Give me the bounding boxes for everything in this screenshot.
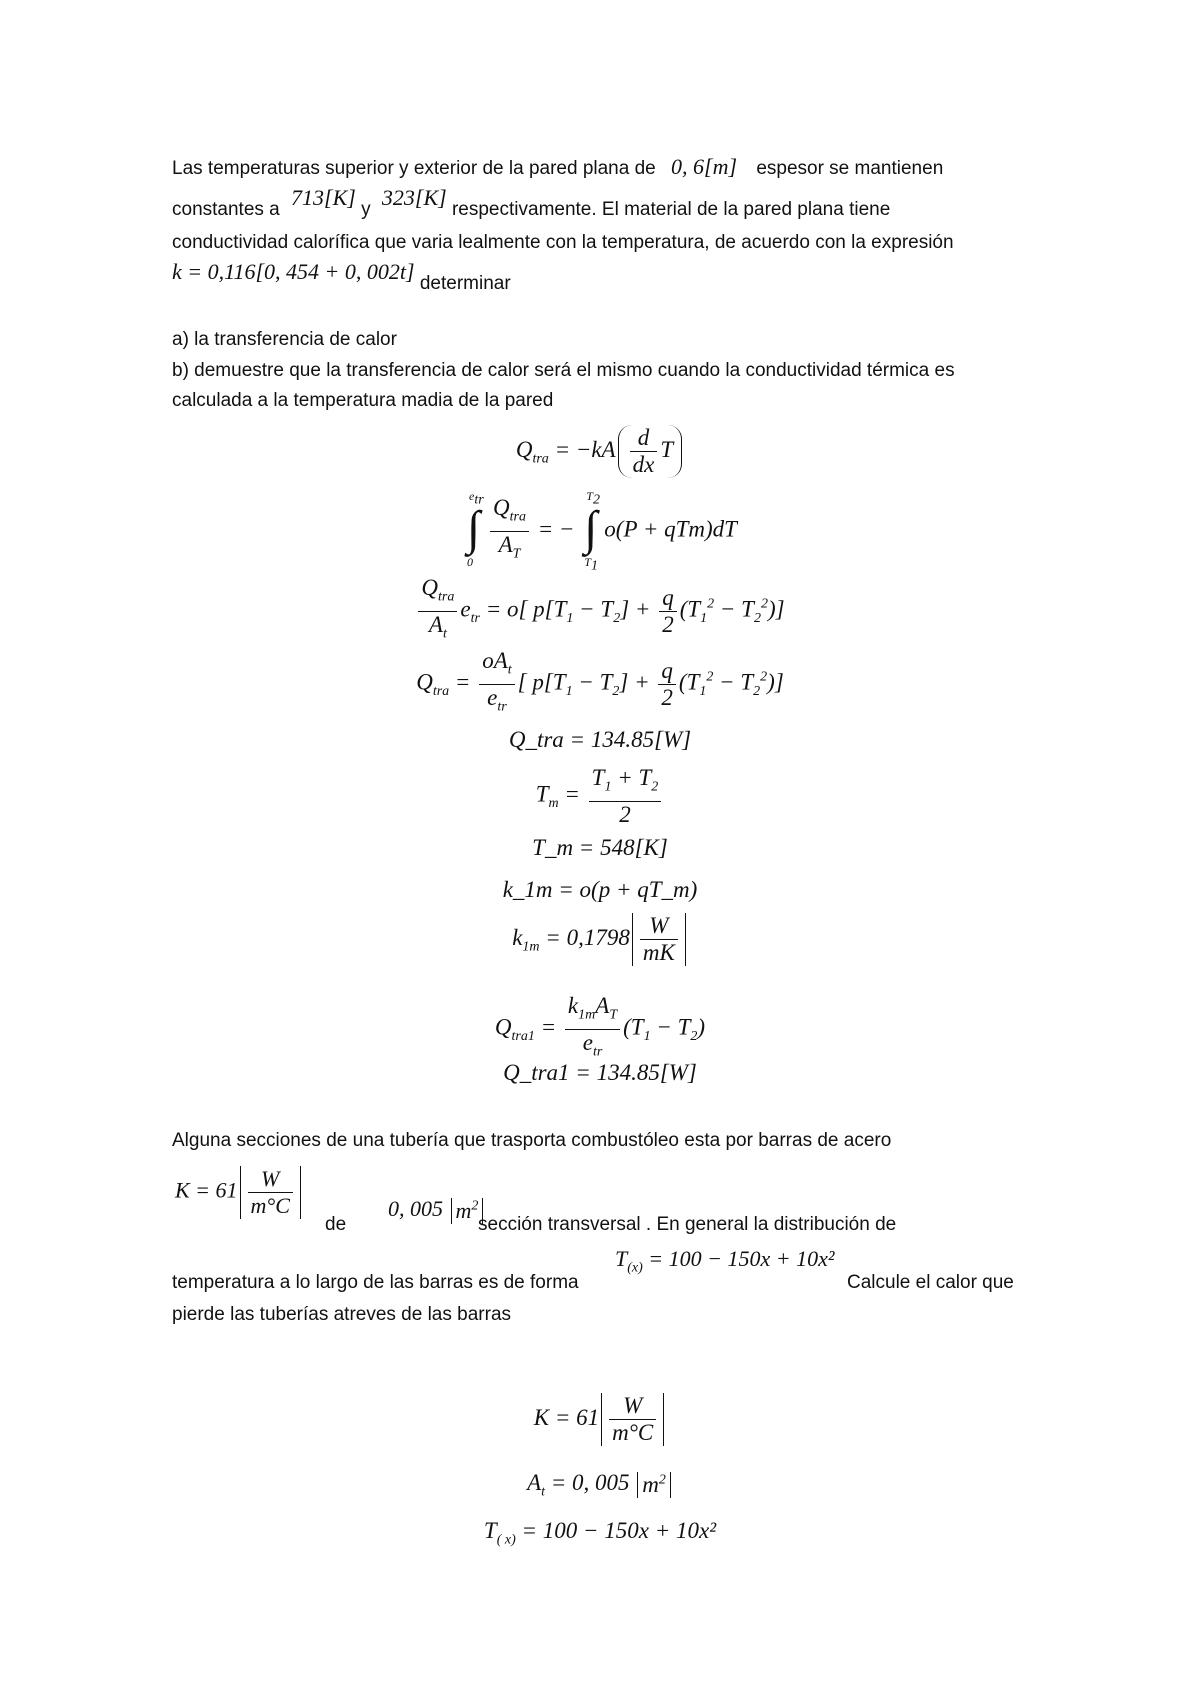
p1-line4: k = 0,116[0, 454 + 0, 002t] determinar <box>172 259 511 294</box>
p2-line3a: temperatura a lo largo de las barras es de forma <box>172 1272 579 1293</box>
p2-line2b: sección transversal . En general la distribución de <box>478 1214 897 1235</box>
p2-area: 0, 005 $m^2$ <box>388 1196 485 1224</box>
eq-k1m-def: k_1m = o(p + qT_m) <box>502 877 698 902</box>
item-b-line1: b) demuestre que la transferencia de calor será el mismo cuando la conductividad térmica es <box>172 360 955 381</box>
p1-line1: Las temperaturas superior y exterior de la pared plana de 0, 6[m] espesor se mantienen <box>172 154 944 179</box>
eq-k1m-value: $k_{1m} = 0,1798$ $\frac{W}{mK}$ <box>0 913 1200 966</box>
t2-value: 323[K] <box>381 185 447 210</box>
eq-q-formula: $Q_{tra}$ = $oA_t$ $e_{tr}$ [ $p[T_1 - T_2]$ + $\frac{q}{2}$ $(T_1^2 - T_2^2)$] <box>416 648 784 715</box>
eq-q-result: Q_tra = 134.85[W] <box>508 727 692 752</box>
item-b-line2: calculada a la temperatura madia de la pared <box>172 390 554 411</box>
eq-integrated: $Q_{tra}$ $A_t$ $e_{tr} = o$[ $p[T_1 - T_2]$ + $\frac{q}{2}$ $(T_1^2 - T_2^2)$] <box>0 575 1200 647</box>
p1-line3: conductividad calorífica que varia lealmente con la temperatura, de acuerdo con la expresión <box>172 232 954 253</box>
t1-value: 713[K] <box>291 185 356 210</box>
eq2-k: K = 61 $\frac{W}{m^\circ C}$ <box>0 1393 1200 1446</box>
eq-q1-result: Q_tra1 = 134.85[W] <box>503 1060 697 1085</box>
eq-q1-formula: $Q_{tra1}$ = $k_{1m}A_T$ $e_{tr}$ $(T_1 - T_2)$ <box>494 993 706 1060</box>
eq2-t-expr: $T_{( x)} = 100 - 150x + 10x^2$ <box>483 1518 717 1548</box>
p2-k-value: K = 61 $\frac{W}{m^\circ C}$ <box>175 1166 303 1219</box>
p2-line3b: Calcule el calor que <box>847 1272 1014 1293</box>
k-expression: k = 0,116[0, 454 + 0, 002t] <box>172 259 415 284</box>
item-a: a) la transferencia de calor <box>172 329 397 350</box>
eq2-area: $A_t = 0$, 005 $m^2$ <box>0 1470 1200 1501</box>
eq-fourier-law: $Q_{tra} = -kA$ $\frac{d}{dx}$ T <box>0 425 1200 478</box>
eq-integral: ∫ $e_{tr}$ 0 $Q_{tra}$ $A_T$ = − ∫ $T_2$ $T_1$ o(P + qTm)dT <box>467 489 737 574</box>
p1-line2: constantes a 713[K] y 323[K] respectivamente. El material de la pared plana tiene <box>172 185 891 220</box>
p2-de: de <box>325 1214 347 1235</box>
thickness-value: 0, 6[m] <box>671 154 738 179</box>
p2-line1: Alguna secciones de una tubería que trasporta combustóleo esta por barras de acero <box>172 1130 892 1151</box>
p2-line4: pierde las tuberías atreves de las barras <box>172 1304 512 1325</box>
eq-tm-formula: $T_m$ = $\frac{T_1 + T_2}{2}$ <box>0 765 1200 828</box>
p2-t-expr: $T_{(x)} = 100 - 150x + 10x^2$ <box>615 1246 835 1276</box>
eq-tm-result: T_m = 548[K] <box>532 835 668 860</box>
